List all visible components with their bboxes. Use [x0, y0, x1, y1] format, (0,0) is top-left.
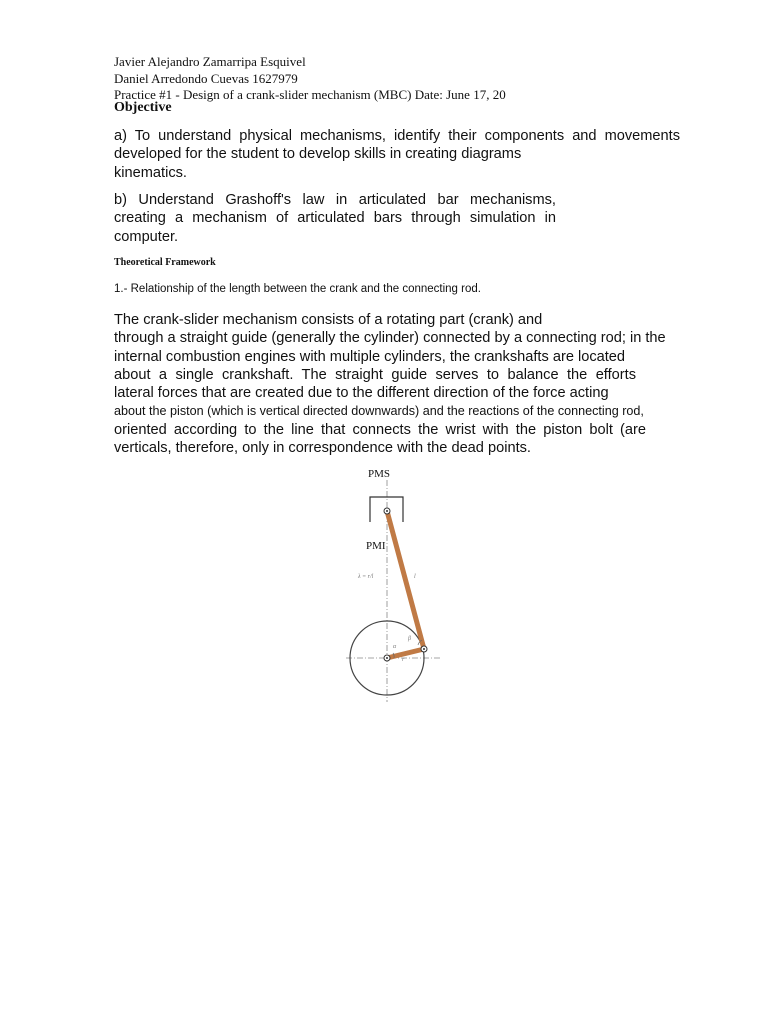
beta-label: β	[408, 636, 411, 642]
crank-slider-diagram	[332, 462, 444, 704]
crank-pin-center	[423, 648, 425, 650]
paragraph-line-6: about the piston (which is vertical directed downwards) and the reactions of the connecting rod,	[114, 404, 644, 419]
objective-a-line-2: developed for the student to develop skills in creating diagrams	[114, 146, 522, 163]
objective-b-line-2: creating a mechanism of articulated bars through simulation in	[114, 210, 556, 227]
objective-a-paragraph	[114, 127, 680, 182]
author-line-1: Javier Alejandro Zamarripa Esquivel	[114, 54, 306, 69]
crank-slider-paragraph	[114, 311, 692, 457]
ratio-label: λ = r/l	[358, 574, 374, 580]
objective-b-line-3: computer.	[114, 228, 179, 245]
crank-arm	[387, 649, 424, 658]
objective-heading: Objective	[114, 100, 172, 115]
connecting-rod	[387, 511, 424, 649]
rod-length-label: l	[414, 574, 416, 580]
paragraph-line-8: verticals, therefore, only in correspondence with the dead points.	[114, 440, 531, 457]
theoretical-framework-subtitle: 1.- Relationship of the length between the crank and the connecting rod.	[114, 283, 481, 295]
paragraph-line-5: lateral forces that are created due to the different direction of the force acting	[114, 385, 609, 402]
objective-b-paragraph	[114, 191, 556, 246]
author-line-2: Daniel Arredondo Cuevas 1627979	[114, 70, 298, 86]
alpha-label: α	[393, 644, 397, 650]
crank-radius-label: r	[402, 657, 405, 663]
main-bearing-center	[386, 657, 388, 659]
objective-a-line-1: a) To understand physical mechanisms, identify their components and movements	[114, 128, 680, 144]
pmi-label: PMI	[366, 540, 386, 552]
paragraph-line-2: through a straight guide (generally the cylinder) connected by a connecting rod; in the	[114, 330, 666, 347]
paragraph-line-4: about a single crankshaft. The straight guide serves to balance the efforts	[114, 366, 636, 383]
pms-label: PMS	[368, 468, 391, 480]
paragraph-line-7: oriented according to the line that connects the wrist with the piston bolt (are	[114, 421, 646, 438]
theoretical-framework-heading: Theoretical Framework	[114, 257, 216, 268]
practice-title-line: Practice #1 - Design of a crank-slider mechanism (MBC) Date: June 17, 20	[114, 87, 506, 102]
crank-slider-drawing	[332, 462, 444, 704]
paragraph-line-3: internal combustion engines with multiple cylinders, the crankshafts are located	[114, 348, 626, 365]
paragraph-line-1: The crank-slider mechanism consists of a rotating part (crank) and	[114, 312, 543, 328]
objective-a-line-3: kinematics.	[114, 164, 187, 181]
objective-b-line-1: b) Understand Grashoff's law in articulated bar mechanisms,	[114, 192, 556, 208]
piston-pin-center	[386, 510, 388, 512]
document-header	[114, 54, 714, 104]
